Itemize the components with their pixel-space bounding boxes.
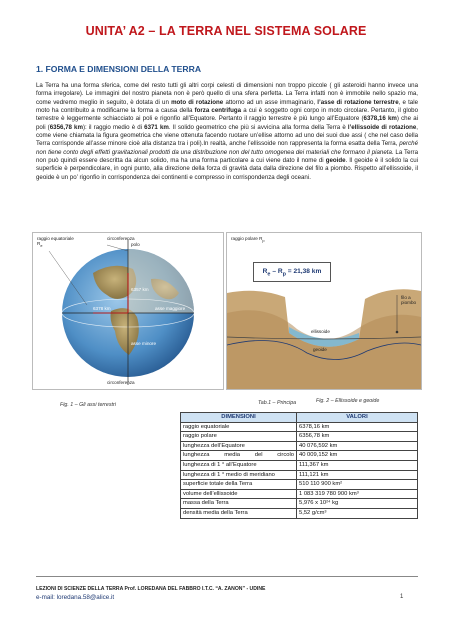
label-minor-axis: asse minore [131, 341, 157, 346]
label-equatorial-radius: raggio equatoriale $R_e$ [37, 236, 74, 249]
label-6378km: 6378 km [93, 306, 111, 311]
table-row [181, 460, 418, 470]
footer-divider [36, 576, 418, 577]
page-title: UNITA’ A2 – LA TERRA NEL SISTEMA SOLARE [85, 24, 367, 38]
value-cell: 40 009,152 km [297, 451, 418, 461]
dimension-cell: raggio equatoriale [181, 422, 297, 432]
label-major-axis: asse maggiore [155, 306, 186, 311]
label-6357km: 6357 km [131, 287, 149, 292]
label-circumference-top: circonferenza [107, 236, 135, 241]
globe-illustration [33, 233, 223, 389]
label-plumb-line: filo a piombo [401, 295, 417, 306]
geoid-illustration [227, 233, 421, 389]
dimension-cell: lunghezza di 1 ° all’Equatore [181, 460, 297, 470]
value-cell: 5,976 x 10²⁴ kg [297, 499, 418, 509]
label-geoid: geoide [313, 347, 327, 352]
table-header-row [181, 413, 418, 423]
section-title: 1. FORMA E DIMENSIONI DELLA TERRA [36, 64, 202, 74]
value-cell: 6356,78 km [297, 432, 418, 442]
value-cell: 510 110 900 km² [297, 480, 418, 490]
dimension-cell: massa della Terra [181, 499, 297, 509]
dimension-cell: lunghezza media del circolo [181, 451, 297, 461]
table-row [181, 422, 418, 432]
table-row [181, 480, 418, 490]
body-paragraph: La Terra ha una forma sferica, come del resto tutti gli altri corpi celesti di dimensioni non troppo piccole ( gli asteroidi hanno invece una forma irregolare). Le immagini del nostro pianeta non è però quello di una sfera perfetta. La Terra infatti non è immobile nello spazio ma, come vedremo meglio in seguito, è dotata di un moto di rotazione attorno ad un asse immaginario, l’asse di rotazione terrestre, e tale moto ha contribuito a modificarne la forma a causa della forza centrifuga a cui è soggetto ogni corpo in moto circolare. Pertanto, il globo terrestre è leggermente schiacciato ai poli e rigonfio all’Equatore. Pertanto il raggio terrestre è più lungo all’Equatore (6378,16 km) che ai poli (6356,78 km): il raggio medio è di 6371 km. Il solido geometrico che più si avvicina alla forma della Terra è l’ellissoide di rotazione, come viene chiamata la figura geometrica che viene ottenuta facendo ruotare un’ellise attorno ad uno dei suoi due assi ( che nel caso della Terra corrisponde all’asse minore cioè alla distanza tra i poli).In realtà, anche l’ellissoide non rappresenta la forma esatta della Terra, perché non tiene conto degli effetti gravitazionali prodotti da una distribuzione non del tutto omogenea dei materiali che formano il pianeta. La Terra non può quindi essere descritta da alcun solido, ma ha una forma particolare a cui viene dato il nome di geoide. Il geoide è il solido la cui superficie è perpendicolare, in ogni punto, alla direzione della forza di gravità data dalla direzione del filo a piombo. Rispetto all’ellissoide, il geoide è un po’ rigonfio in corrispondenza dei continenti e compresso in corrispondenza degli oceani. [36, 82, 419, 181]
dimension-cell: raggio polare [181, 432, 297, 442]
value-cell: 1 083 319 780 900 km³ [297, 489, 418, 499]
page-number: 1 [400, 594, 404, 600]
dimension-cell: superficie totale della Terra [181, 480, 297, 490]
dimension-cell: lunghezza di 1 ° medio di meridiano [181, 470, 297, 480]
value-cell: 111,121 km [297, 470, 418, 480]
figure-ellipsoid-geoid [226, 232, 422, 390]
dimension-cell: densità media della Terra [181, 508, 297, 518]
header-values: VALORI [297, 413, 418, 423]
label-circumference-bottom: circonferenza [107, 380, 135, 385]
footer-course-info: LEZIONI DI SCIENZE DELLA TERRA Prof. LOREDANA DEL FABBRO I.T.C. “A. ZANON” - UDINE [36, 586, 266, 592]
value-cell: 5,52 g/cm³ [297, 508, 418, 518]
dimension-cell: volume dell’ellissoide [181, 489, 297, 499]
radius-difference-formula: $R_e - R_p = 21,38$ km [253, 262, 331, 282]
table-row [181, 489, 418, 499]
table-row [181, 470, 418, 480]
footer-email: e-mail: loredana.58@alice.it [36, 594, 115, 601]
figure2-caption: Fig. 2 – Ellissoide e geoide [316, 398, 380, 404]
dimension-cell: lunghezza dell’Equatore [181, 441, 297, 451]
value-cell: 6378,16 km [297, 422, 418, 432]
figure1-caption: Fig. 1 – Gli assi terrestri [60, 402, 116, 408]
table-caption: Tab.1 – Principa [258, 400, 297, 406]
figure-earth-axes [32, 232, 224, 390]
earth-dimensions-table [180, 412, 418, 519]
table-row [181, 441, 418, 451]
header-dimensions: DIMENSIONI [181, 413, 297, 423]
table-row [181, 451, 418, 461]
value-cell: 111,367 km [297, 460, 418, 470]
label-polar-radius: raggio polare $R_p$ [231, 236, 265, 243]
table-row [181, 508, 418, 518]
table-row [181, 499, 418, 509]
label-ellipsoid: ellissoide [311, 329, 330, 334]
table-row [181, 432, 418, 442]
value-cell: 40 076,592 km [297, 441, 418, 451]
label-pole: polo [131, 242, 140, 247]
